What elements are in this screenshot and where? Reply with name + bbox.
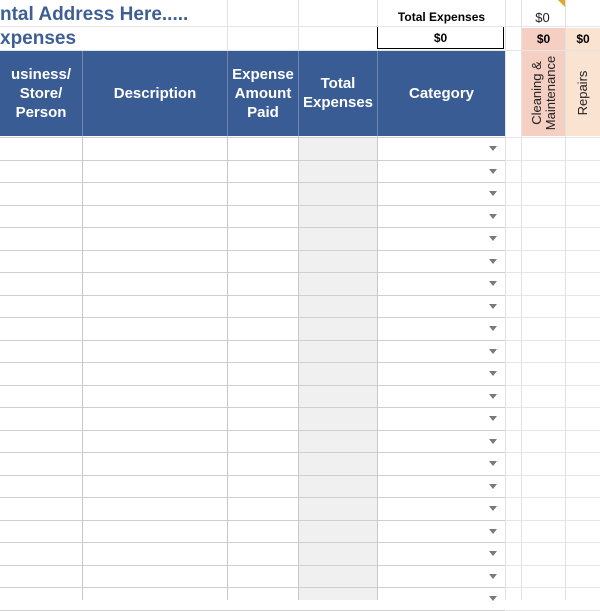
row-line [505, 497, 600, 498]
col-line [298, 0, 299, 50]
col-line [521, 0, 522, 600]
category-dropdown-icon[interactable] [489, 349, 497, 354]
row-line [505, 475, 600, 476]
row-line [0, 205, 505, 206]
row-line [0, 520, 505, 521]
row-line [0, 295, 505, 296]
row-line [0, 475, 505, 476]
header-description[interactable]: Description [113, 84, 197, 102]
cleaning-sum[interactable]: $0 [536, 32, 551, 46]
category-dropdown-icon[interactable] [489, 304, 497, 309]
category-dropdown-icon[interactable] [489, 326, 497, 331]
total-expenses-column[interactable] [298, 137, 377, 600]
row-line [0, 407, 505, 408]
category-dropdown-icon[interactable] [489, 146, 497, 151]
cleaning-header-cell[interactable] [522, 50, 565, 136]
category-dropdown-icon[interactable] [489, 596, 497, 601]
category-dropdown-icon[interactable] [489, 416, 497, 421]
row-line [0, 497, 505, 498]
row-line [505, 565, 600, 566]
row-line [505, 160, 600, 161]
col-line [227, 136, 228, 600]
category-dropdown-icon[interactable] [489, 236, 497, 241]
row-line [505, 295, 600, 296]
category-dropdown-icon[interactable] [489, 439, 497, 444]
row-line [0, 430, 505, 431]
col-line [505, 0, 506, 600]
row-line [0, 26, 600, 27]
row-line [0, 137, 505, 138]
row-line [0, 565, 505, 566]
col-line [298, 136, 299, 600]
category-dropdown-icon[interactable] [489, 169, 497, 174]
col-line [377, 136, 378, 600]
comment-indicator-icon[interactable] [558, 0, 565, 7]
row-line [0, 452, 505, 453]
row-line [505, 385, 600, 386]
category-dropdown-icon[interactable] [489, 281, 497, 286]
col-line [82, 136, 83, 600]
row-line [505, 430, 600, 431]
col-line [377, 0, 378, 26]
row-line [505, 137, 600, 138]
category-dropdown-icon[interactable] [489, 506, 497, 511]
repairs-header-label: Repairs [575, 70, 590, 116]
category-dropdown-icon[interactable] [489, 259, 497, 264]
row-line [0, 385, 505, 386]
row-line [505, 452, 600, 453]
category-dropdown-icon[interactable] [489, 461, 497, 466]
rental-address-title[interactable]: ntal Address Here..... [0, 4, 189, 25]
category-dropdown-icon[interactable] [489, 214, 497, 219]
header-total-expenses[interactable]: Total Expenses [302, 75, 374, 111]
row-line [505, 250, 600, 251]
row-line [505, 182, 600, 183]
category-dropdown-icon[interactable] [489, 551, 497, 556]
header-category[interactable]: Category [408, 84, 475, 102]
row-line [0, 160, 505, 161]
col-line [565, 0, 566, 600]
row-line [505, 272, 600, 273]
header-business-store-person[interactable]: usiness/ Store/ Person [10, 65, 72, 121]
col-line [227, 0, 228, 50]
row-line [505, 542, 600, 543]
category-dropdown-icon[interactable] [489, 529, 497, 534]
row-line [0, 587, 505, 588]
row-line [0, 317, 505, 318]
cleaning-header-label: Cleaning & Maintenance [528, 55, 558, 131]
category-dropdown-icon[interactable] [489, 191, 497, 196]
repairs-header-cell[interactable] [566, 50, 600, 136]
row-line [505, 407, 600, 408]
row-line [505, 340, 600, 341]
row-line [505, 362, 600, 363]
category-dropdown-icon[interactable] [489, 371, 497, 376]
header-expense-amount-paid[interactable]: Expense Amount Paid [232, 65, 294, 121]
row-line [0, 50, 600, 51]
repairs-sum[interactable]: $0 [576, 32, 590, 46]
row-line [0, 340, 505, 341]
row-line [0, 227, 505, 228]
row-line [505, 205, 600, 206]
total-expenses-label[interactable]: Total Expenses [397, 10, 486, 24]
row-line [0, 362, 505, 363]
expenses-title[interactable]: xpenses [0, 28, 77, 49]
row-line [505, 227, 600, 228]
row-line [0, 542, 505, 543]
total-expenses-top-value[interactable]: $0 [535, 10, 550, 25]
row-line [505, 587, 600, 588]
row-line [0, 182, 505, 183]
category-dropdown-icon[interactable] [489, 484, 497, 489]
category-dropdown-icon[interactable] [489, 394, 497, 399]
total-expenses-box[interactable]: $0 [377, 26, 504, 49]
row-line [0, 250, 505, 251]
row-line [505, 520, 600, 521]
row-line [0, 272, 505, 273]
category-dropdown-icon[interactable] [489, 574, 497, 579]
row-line [505, 317, 600, 318]
